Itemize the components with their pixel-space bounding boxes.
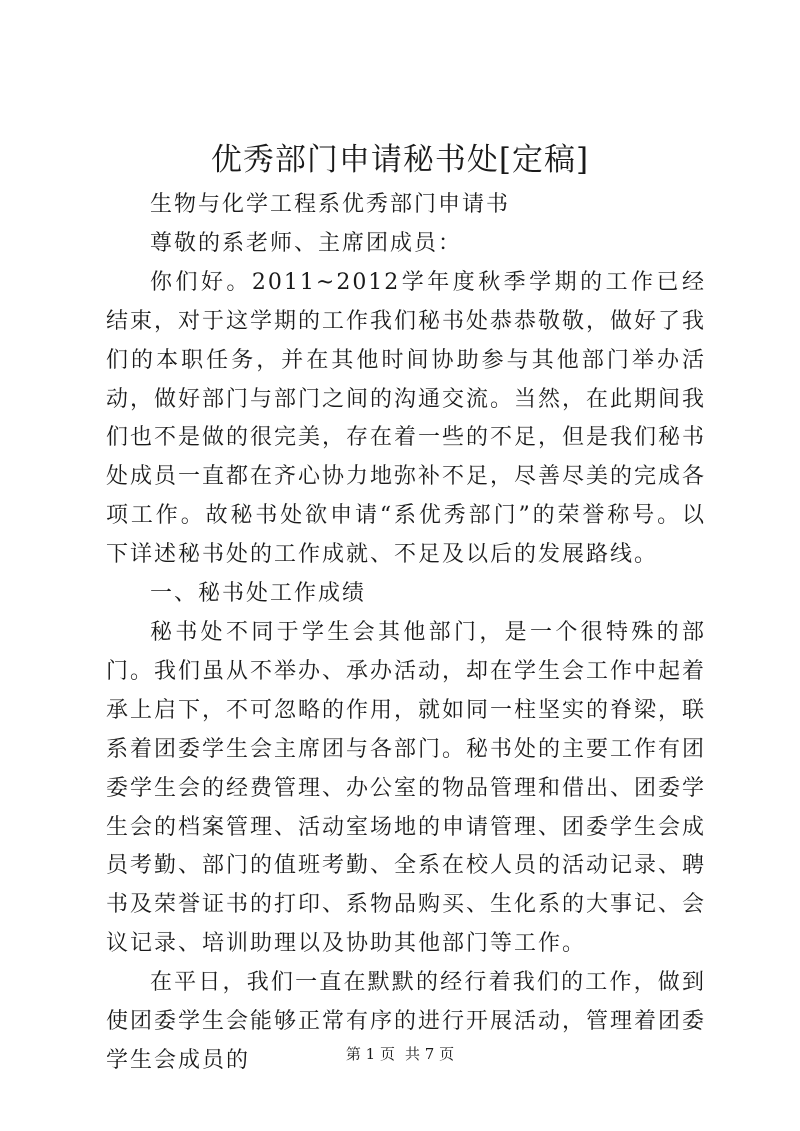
document-title: 优秀部门申请秘书处[定稿] xyxy=(210,142,590,178)
section-heading-achievements: 一、秘书处工作成绩 xyxy=(150,581,367,607)
page-footer xyxy=(0,1044,800,1064)
paragraph-intro: 你们好。2011~2012学年度秋季学期的工作已经结束，对于这学期的工作我们秘书处恭恭敬敬，做好了我们的本职任务，并在其他时间协助参与其他部门举办活动，做好部门与部门之间的沟通交流。当然，在此期间我们也不是做的很完美，存在着一些的不足，但是我们秘书处成员一直都在齐心协力地弥补不足，尽善尽美的完成各项工作。故秘书处欲申请“系优秀部门”的荣誉称号。以下详述秘书处的工作成就、不足及以后的发展路线。 xyxy=(106,269,707,568)
page-number: 第 1 页 xyxy=(345,1045,395,1063)
paragraph-duties: 秘书处不同于学生会其他部门，是一个很特殊的部门。我们虽从不举办、承办活动，却在学生会工作中起着承上启下，不可忽略的作用，就如同一柱坚实的脊梁，联系着团委学生会主席团与各部门。秘书处的主要工作有团委学生会的经费管理、办公室的物品管理和借出、团委学生会的档案管理、活动室场地的申请管理、团委学生会成员考勤、部门的值班考勤、全系在校人员的活动记录、聘书及荣誉证书的打印、系物品购买、生化系的大事记、会议记录、培训助理以及协助其他部门等工作。 xyxy=(106,619,707,957)
paragraph-daily-work: 在平日，我们一直在默默的经行着我们的工作，做到使团委学生会能够正常有序的进行开展活动，管理着团委学生会成员的 xyxy=(106,970,707,1073)
page-total: 共 7 页 xyxy=(405,1045,455,1063)
paragraph-heading-department: 生物与化学工程系优秀部门申请书 xyxy=(150,192,511,217)
paragraph-salutation: 尊敬的系老师、主席团成员： xyxy=(150,230,463,256)
document-body xyxy=(106,186,706,1081)
